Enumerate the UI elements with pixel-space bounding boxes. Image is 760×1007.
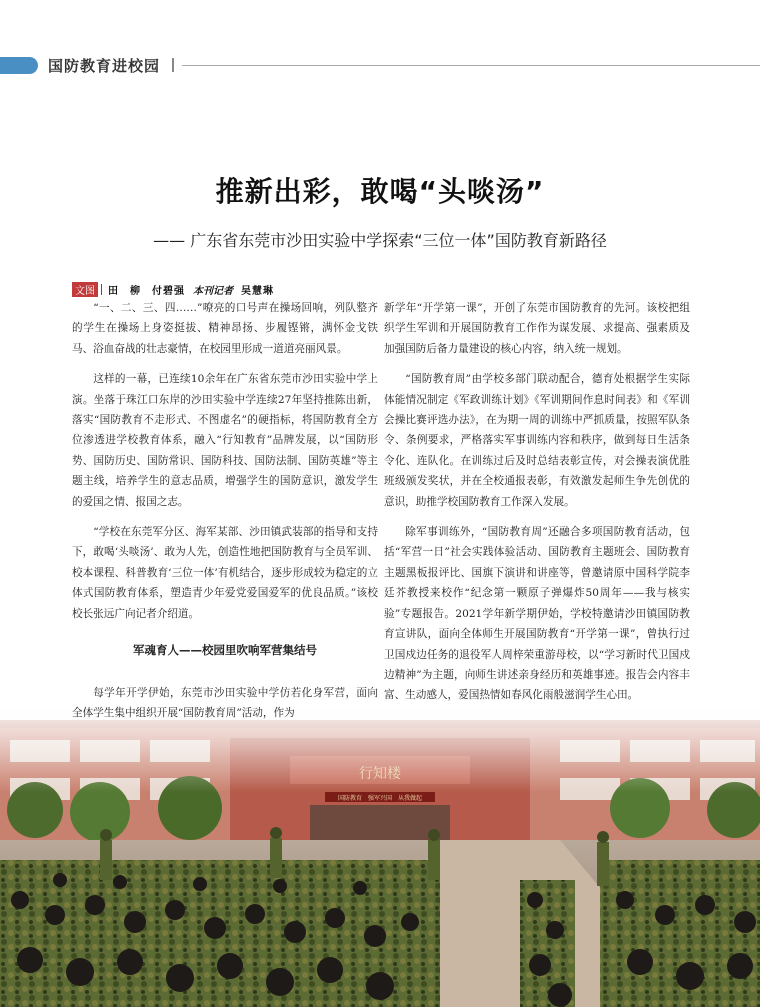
section-title: 国防教育进校园 xyxy=(48,57,161,75)
header-rule xyxy=(182,65,760,66)
paragraph: 除军事训练外，“国防教育周”还融合多项国防教育活动，包括“军营一日”社会实践体验活动、国防教育主题班会、国防教育主题黑板报评比、国旗下演讲和讲座等，曾邀请原中国科学院李廷芥教授来校作“纪念第一颗原子弹爆炸50周年——我与核实验”专题报告。2021学年新学期伊始，学校特邀请沙田镇国防教育宣讲队，面向全体师生开展国防教育“开学第一课”，曾执行过卫国戍边任务的退役军人周梓荣重游母校，以“学习新时代卫国戍边精神”为主题，向师生讲述亲身经历和英雄事迹。报告会内容丰富、生动感人，爱国热情如春风化雨般滋润学生心田。 xyxy=(384,526,690,702)
paragraph: “一、二、三、四……”嘹亮的口号声在操场回响，列队整齐的学生在操场上身姿挺拔、精神昂扬、步履铿锵，满怀金戈铁马、浴血奋战的壮志豪情，在校园里形成一道道亮丽风景。 xyxy=(72,302,378,355)
paragraph: 每学年开学伊始，东莞市沙田实验中学仿若化身军营，面向全体学生集中组织开展“国防教育周”活动，作为 xyxy=(72,686,378,719)
paragraph: “学校在东莞军分区、海军某部、沙田镇武装部的指导和支持下，敢喝‘头啖汤’、敢为人先，创造性地把国防教育与全员军训、校本课程、科普教育‘三位一体’有机结合，逐步形成较为稳定的立体式国防教育体系，塑造青少年爱党爱国爱军的优良品质。”该校校长张远广向记者介绍道。 xyxy=(72,526,378,620)
paragraph: 这样的一幕，已连续10余年在广东省东莞市沙田实验中学上演。坐落于珠江口东岸的沙田实验中学连续27年坚持推陈出新，落实“国防教育不走形式、不图虚名”的硬指标，将国防教育全方位渗透进学校教育体系，融入“行知教育”品牌发展，以“国防形势、国防历史、国防常识、国防科技、国防法制、国防英雄”等主题主线，培养学生的意志品质，增强学生的国防意识，激发学生的爱国之情、报国之志。 xyxy=(72,373,378,508)
article-subtitle: —— 广东省东莞市沙田实验中学探索“三位一体”国防教育新路径 xyxy=(153,231,607,250)
paragraph: 新学年“开学第一课”，开创了东莞市国防教育的先河。该校把组织学生军训和开展国防教育工作作为谋发展、求提高、强素质及加强国防后备力量建设的核心内容，纳入统一规划。 xyxy=(384,302,690,355)
article-title: 推新出彩，敢喝“头啖汤” xyxy=(215,175,545,208)
school-drill-photo xyxy=(0,700,760,1007)
byline-role: 本刊记者 xyxy=(193,286,233,297)
byline-authors: 田 柳 付碧强 xyxy=(108,286,185,297)
article-column-left xyxy=(72,298,378,733)
byline xyxy=(72,282,274,297)
byline-divider xyxy=(101,284,102,295)
byline-tag: 文图 xyxy=(72,282,98,297)
header-separator xyxy=(172,58,174,72)
paragraph: “国防教育周”由学校多部门联动配合，德育处根据学生实际体能情况制定《军政训练计划》《军训期间作息时间表》和《军训会操比赛评选办法》，在为期一周的训练中严抓质量，按照军队条令、条例要求，严格落实军事训练内容和秩序，做到每日生活条令化、连队化。在训练过后及时总结表彰宣传，对会操表演优胜班级颁发奖状，并在全校通报表彰，有效激发起师生争先创优的意识，助推学校国防教育工作深入发展。 xyxy=(384,373,690,508)
section-accent-bar xyxy=(0,57,38,74)
article-column-right xyxy=(384,298,690,716)
section-subheading: 军魂育人——校园里吹响军营集结号 xyxy=(133,643,317,658)
byline-reporter: 吴慧琳 xyxy=(241,286,274,297)
